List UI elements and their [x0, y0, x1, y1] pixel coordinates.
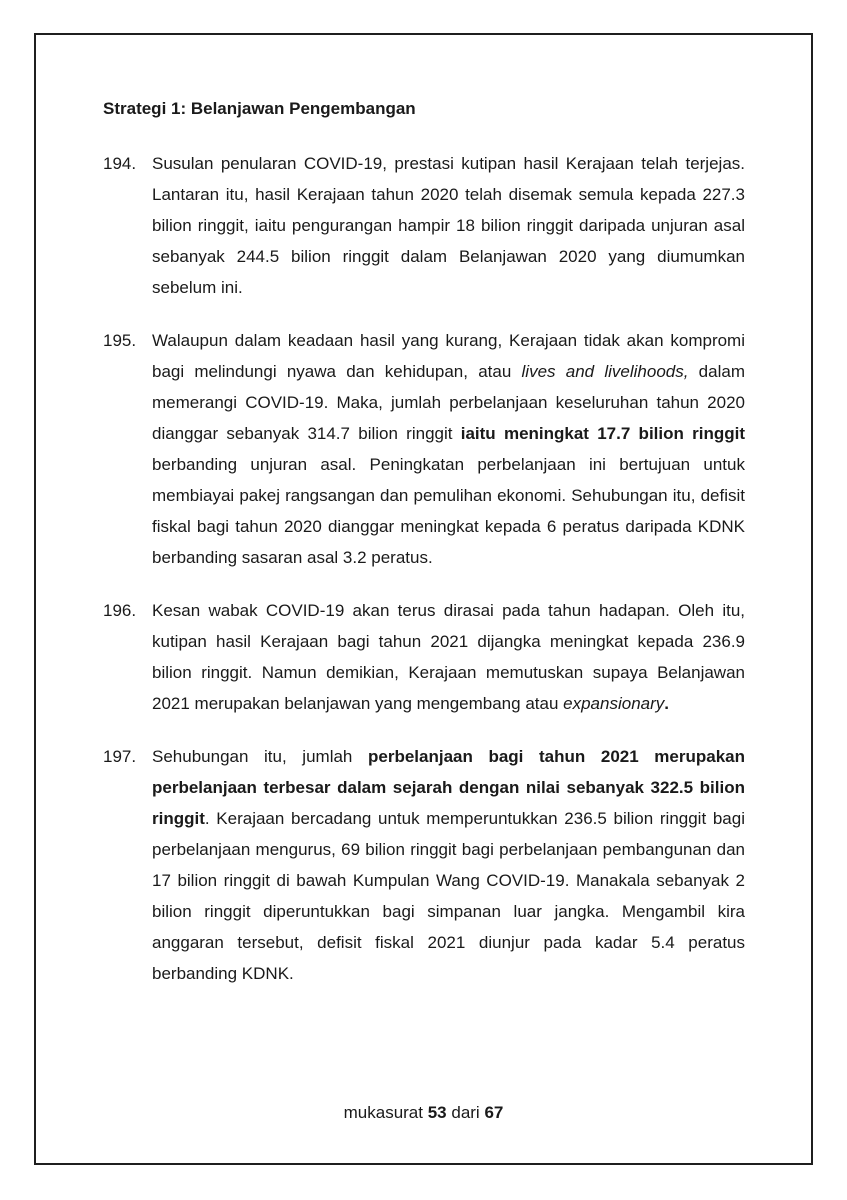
text-run: mukasurat — [343, 1103, 428, 1122]
page-content — [103, 93, 745, 989]
text-run: perbelanjaan bagi tahun 2021 merupakan perbelanjaan terbesar dalam sejarah dengan nilai sebanyak 322.5 bilion ringgit — [152, 747, 745, 828]
paragraph-list — [103, 148, 745, 989]
text-run: expansionary — [563, 694, 665, 713]
section-heading: Strategi 1: Belanjawan Pengembangan — [103, 99, 416, 118]
text-run: berbanding unjuran asal. Peningkatan perbelanjaan ini bertujuan untuk membiayai pakej rangsangan dan pemulihan ekonomi. Sehubungan itu, defisit fiskal bagi tahun 2020 dianggar meningkat kepada 6 peratus daripada KDNK berbanding sasaran asal 3.2 peratus. — [152, 455, 745, 567]
paragraph — [103, 741, 745, 989]
text-run: Kesan wabak COVID-19 akan terus dirasai pada tahun hadapan. Oleh itu, kutipan hasil Kerajaan bagi tahun 2021 dijangka meningkat kepada 236.9 bilion ringgit. Namun demikian, Kerajaan memutuskan supaya Belanjawan 2021 merupakan belanjawan yang mengembang atau — [152, 601, 745, 713]
paragraph — [103, 325, 745, 573]
paragraph-text — [152, 595, 745, 719]
paragraph-number: 194. — [103, 154, 137, 173]
paragraph-text — [152, 325, 745, 573]
paragraph-text — [152, 741, 745, 989]
paragraph-number: 197. — [103, 747, 137, 766]
page-border — [34, 33, 813, 1165]
text-run: Walaupun dalam keadaan hasil yang kurang, Kerajaan tidak akan kompromi bagi melindungi nyawa dan kehidupan, atau — [152, 331, 745, 381]
text-run: . Kerajaan bercadang untuk memperuntukkan 236.5 bilion ringgit bagi perbelanjaan mengurus, 69 bilion ringgit bagi perbelanjaan pembangunan dan 17 bilion ringgit di bawah Kumpulan Wang COVID-19. Manakala sebanyak 2 bilion ringgit diperuntukkan bagi simpanan luar jangka. Mengambil kira anggaran tersebut, defisit fiskal 2021 diunjur pada kadar 5.4 peratus berbanding KDNK. — [152, 809, 745, 983]
page-footer — [36, 1097, 811, 1128]
paragraph-number: 195. — [103, 331, 137, 350]
text-run: iaitu meningkat 17.7 bilion ringgit — [460, 424, 746, 443]
paragraph — [103, 595, 745, 719]
paragraph — [103, 148, 745, 303]
text-run: 67 — [484, 1103, 504, 1122]
text-run: dalam memerangi COVID-19. Maka, jumlah perbelanjaan keseluruhan tahun 2020 dianggar sebanyak 314.7 bilion ringgit — [152, 362, 745, 443]
text-run: Sehubungan itu, jumlah — [152, 747, 368, 766]
text-run: Susulan penularan COVID-19, prestasi kutipan hasil Kerajaan telah terjejas. Lantaran itu, hasil Kerajaan tahun 2020 telah disemak semula kepada 227.3 bilion ringgit, iaitu pengurangan hampir 18 bilion ringgit daripada unjuran asal sebanyak 244.5 bilion ringgit dalam Belanjawan 2020 yang diumumkan sebelum ini. — [152, 154, 745, 297]
text-run: lives and livelihoods, — [521, 362, 689, 381]
paragraph-number: 196. — [103, 601, 137, 620]
text-run: . — [664, 694, 669, 713]
text-run: 53 — [427, 1103, 447, 1122]
paragraph-text — [152, 148, 745, 303]
text-run: dari — [446, 1103, 485, 1122]
